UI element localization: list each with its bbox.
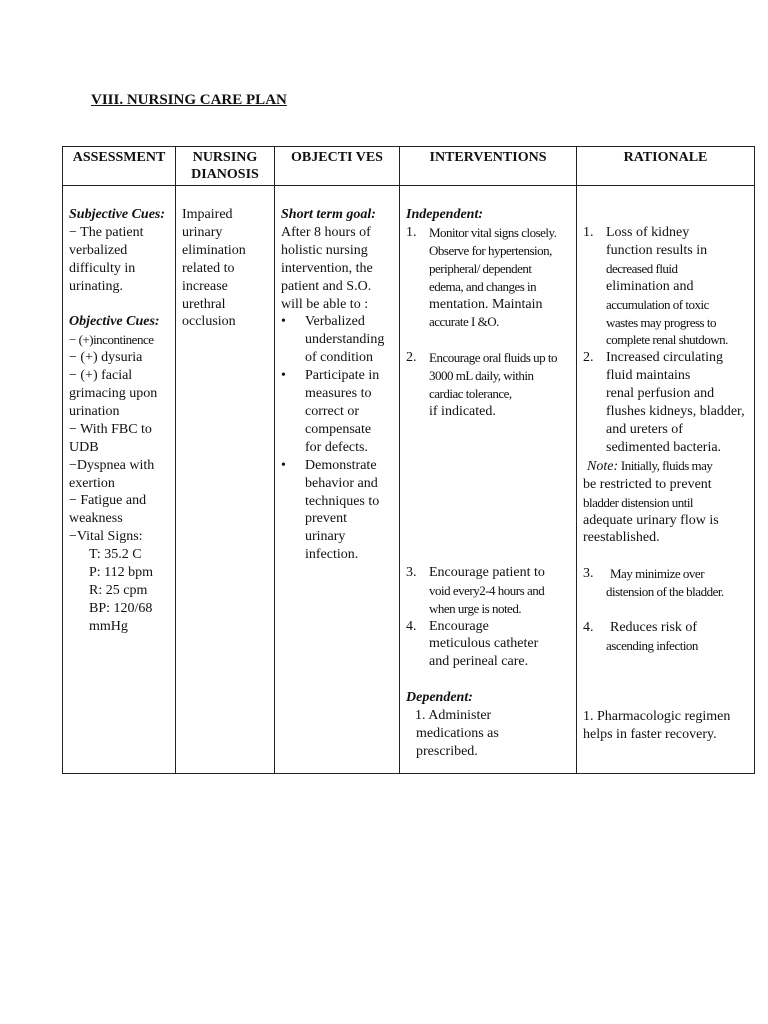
- header-row: [63, 147, 755, 186]
- assessment-cell: [63, 186, 176, 774]
- header-nursing-diagnosis: NURSING DIANOSIS: [176, 147, 275, 186]
- vital-sign: P: 112 bpm: [89, 565, 154, 581]
- objective-bullet-list: [281, 313, 394, 564]
- diagnosis-line: related to: [182, 260, 235, 276]
- objectives-cell: [275, 186, 400, 774]
- rationale-item: 4. Reduces risk of ascending infection: [583, 619, 698, 653]
- header-assessment: ASSESSMENT: [63, 147, 176, 186]
- rationale-item: 2. Increased circulating fluid maintains renal perfusion and flushes kidneys, bladder, and ureters of sedimented bacteria.: [583, 350, 745, 455]
- bullet-icon: •: [281, 368, 286, 384]
- objective-cue-line: − (+) facial: [69, 368, 133, 384]
- dependent-intervention-line: 1. Administer: [415, 708, 492, 724]
- interventions-cell: [400, 186, 577, 774]
- subjective-cues-label: Subjective Cues:: [69, 207, 166, 222]
- plan-row: [63, 186, 755, 774]
- objective-cue-line: − Fatigue and: [69, 493, 147, 509]
- rationale-note-line: be restricted to prevent: [583, 476, 712, 492]
- dependent-label: Dependent:: [406, 690, 473, 706]
- objective-intro-line: intervention, the: [281, 260, 373, 276]
- objective-cue-line: UDB: [69, 439, 99, 455]
- dependent-intervention-line: medications as: [416, 726, 499, 741]
- objective-cue-line: exertion: [69, 475, 115, 491]
- objective-cue-line: −Vital Signs:: [69, 529, 143, 545]
- rationale-cell: [577, 186, 755, 774]
- objective-cue-line: weakness: [69, 511, 123, 527]
- page-title: VIII. NURSING CARE PLAN: [91, 92, 287, 108]
- objective-bullet-item: • Demonstrate behavior and techniques to prevent urinary infection.: [281, 457, 380, 563]
- objective-cues-label: Objective Cues:: [69, 314, 160, 330]
- intervention-item: 4. Encourage meticulous catheter and perineal care.: [406, 618, 539, 670]
- objective-bullet-item: • Verbalized understanding of condition: [281, 314, 385, 366]
- diagnosis-cell: [176, 186, 275, 774]
- objective-cue-line: −Dyspnea with: [69, 457, 155, 473]
- objective-bullet-item: • Participate in measures to correct or compensate for defects.: [281, 368, 380, 455]
- care-plan-table: [62, 146, 755, 774]
- independent-label: Independent:: [406, 207, 483, 222]
- vital-sign: T: 35.2 C: [89, 547, 142, 563]
- diagnosis-line: urethral: [182, 296, 226, 312]
- diagnosis-line: elimination: [182, 242, 246, 258]
- objective-cue-line: − (+) dysuria: [69, 350, 143, 366]
- diagnosis-line: urinary: [182, 224, 223, 240]
- intervention-item: 2. Encourage oral fluids up to 3000 mL daily, within cardiac tolerance, if indicated.: [406, 350, 558, 419]
- objective-cue-line: urination: [69, 403, 120, 419]
- diagnosis-line: occlusion: [182, 314, 236, 330]
- rationale-note-line: Note: Initially, fluids may: [587, 457, 713, 474]
- vital-sign: BP: 120/68: [89, 600, 153, 616]
- subjective-cue-line: urinating.: [69, 278, 124, 294]
- rationale-item: 1. Loss of kidney function results in decreased fluid elimination and accumulation of toxic wastes may progress to complete renal shutdown.: [583, 225, 728, 348]
- vital-sign: mmHg: [89, 618, 128, 634]
- objective-cue-line: grimacing upon: [69, 386, 158, 402]
- subjective-cue-line: verbalized: [69, 242, 128, 258]
- short-term-goal-label: Short term goal:: [281, 207, 376, 222]
- rationale-note-line: reestablished.: [583, 530, 660, 546]
- bullet-icon: •: [281, 457, 286, 473]
- objective-intro-line: will be able to :: [281, 296, 369, 312]
- header-rationale: RATIONALE: [577, 147, 755, 186]
- rationale-note-line: bladder distension until: [583, 494, 694, 510]
- subjective-cue-line: − The patient: [69, 224, 144, 240]
- diagnosis-line: increase: [182, 278, 228, 294]
- header-interventions: INTERVENTIONS: [400, 147, 577, 186]
- header-objectives: OBJECTI VES: [275, 147, 400, 186]
- rationale-item: 3. May minimize over distension of the bladder.: [583, 566, 724, 600]
- objective-intro-line: patient and S.O.: [281, 278, 372, 294]
- intervention-item: 3. Encourage patient to void every2-4 hours and when urge is noted.: [406, 564, 545, 616]
- bullet-icon: •: [281, 314, 286, 330]
- rationale-note-line: adequate urinary flow is: [583, 512, 719, 528]
- subjective-cue-line: difficulty in: [69, 260, 136, 276]
- objective-intro-line: holistic nursing: [281, 242, 368, 258]
- rationale-dependent-line: helps in faster recovery.: [583, 726, 717, 742]
- objective-cue-line: − With FBC to: [69, 421, 152, 437]
- vital-sign: R: 25 cpm: [89, 583, 148, 599]
- objective-intro-line: After 8 hours of: [281, 224, 371, 240]
- intervention-item: 1. Monitor vital signs closely. Observe for hypertension, peripheral/ dependent edema, and changes in mentation. Maintain accurate I &O.: [406, 224, 557, 330]
- rationale-dependent-line: 1. Pharmacologic regimen: [583, 708, 731, 724]
- objective-cue-line: − (+)incontinence: [69, 332, 154, 348]
- dependent-intervention-line: prescribed.: [416, 743, 478, 759]
- diagnosis-line: Impaired: [182, 207, 233, 222]
